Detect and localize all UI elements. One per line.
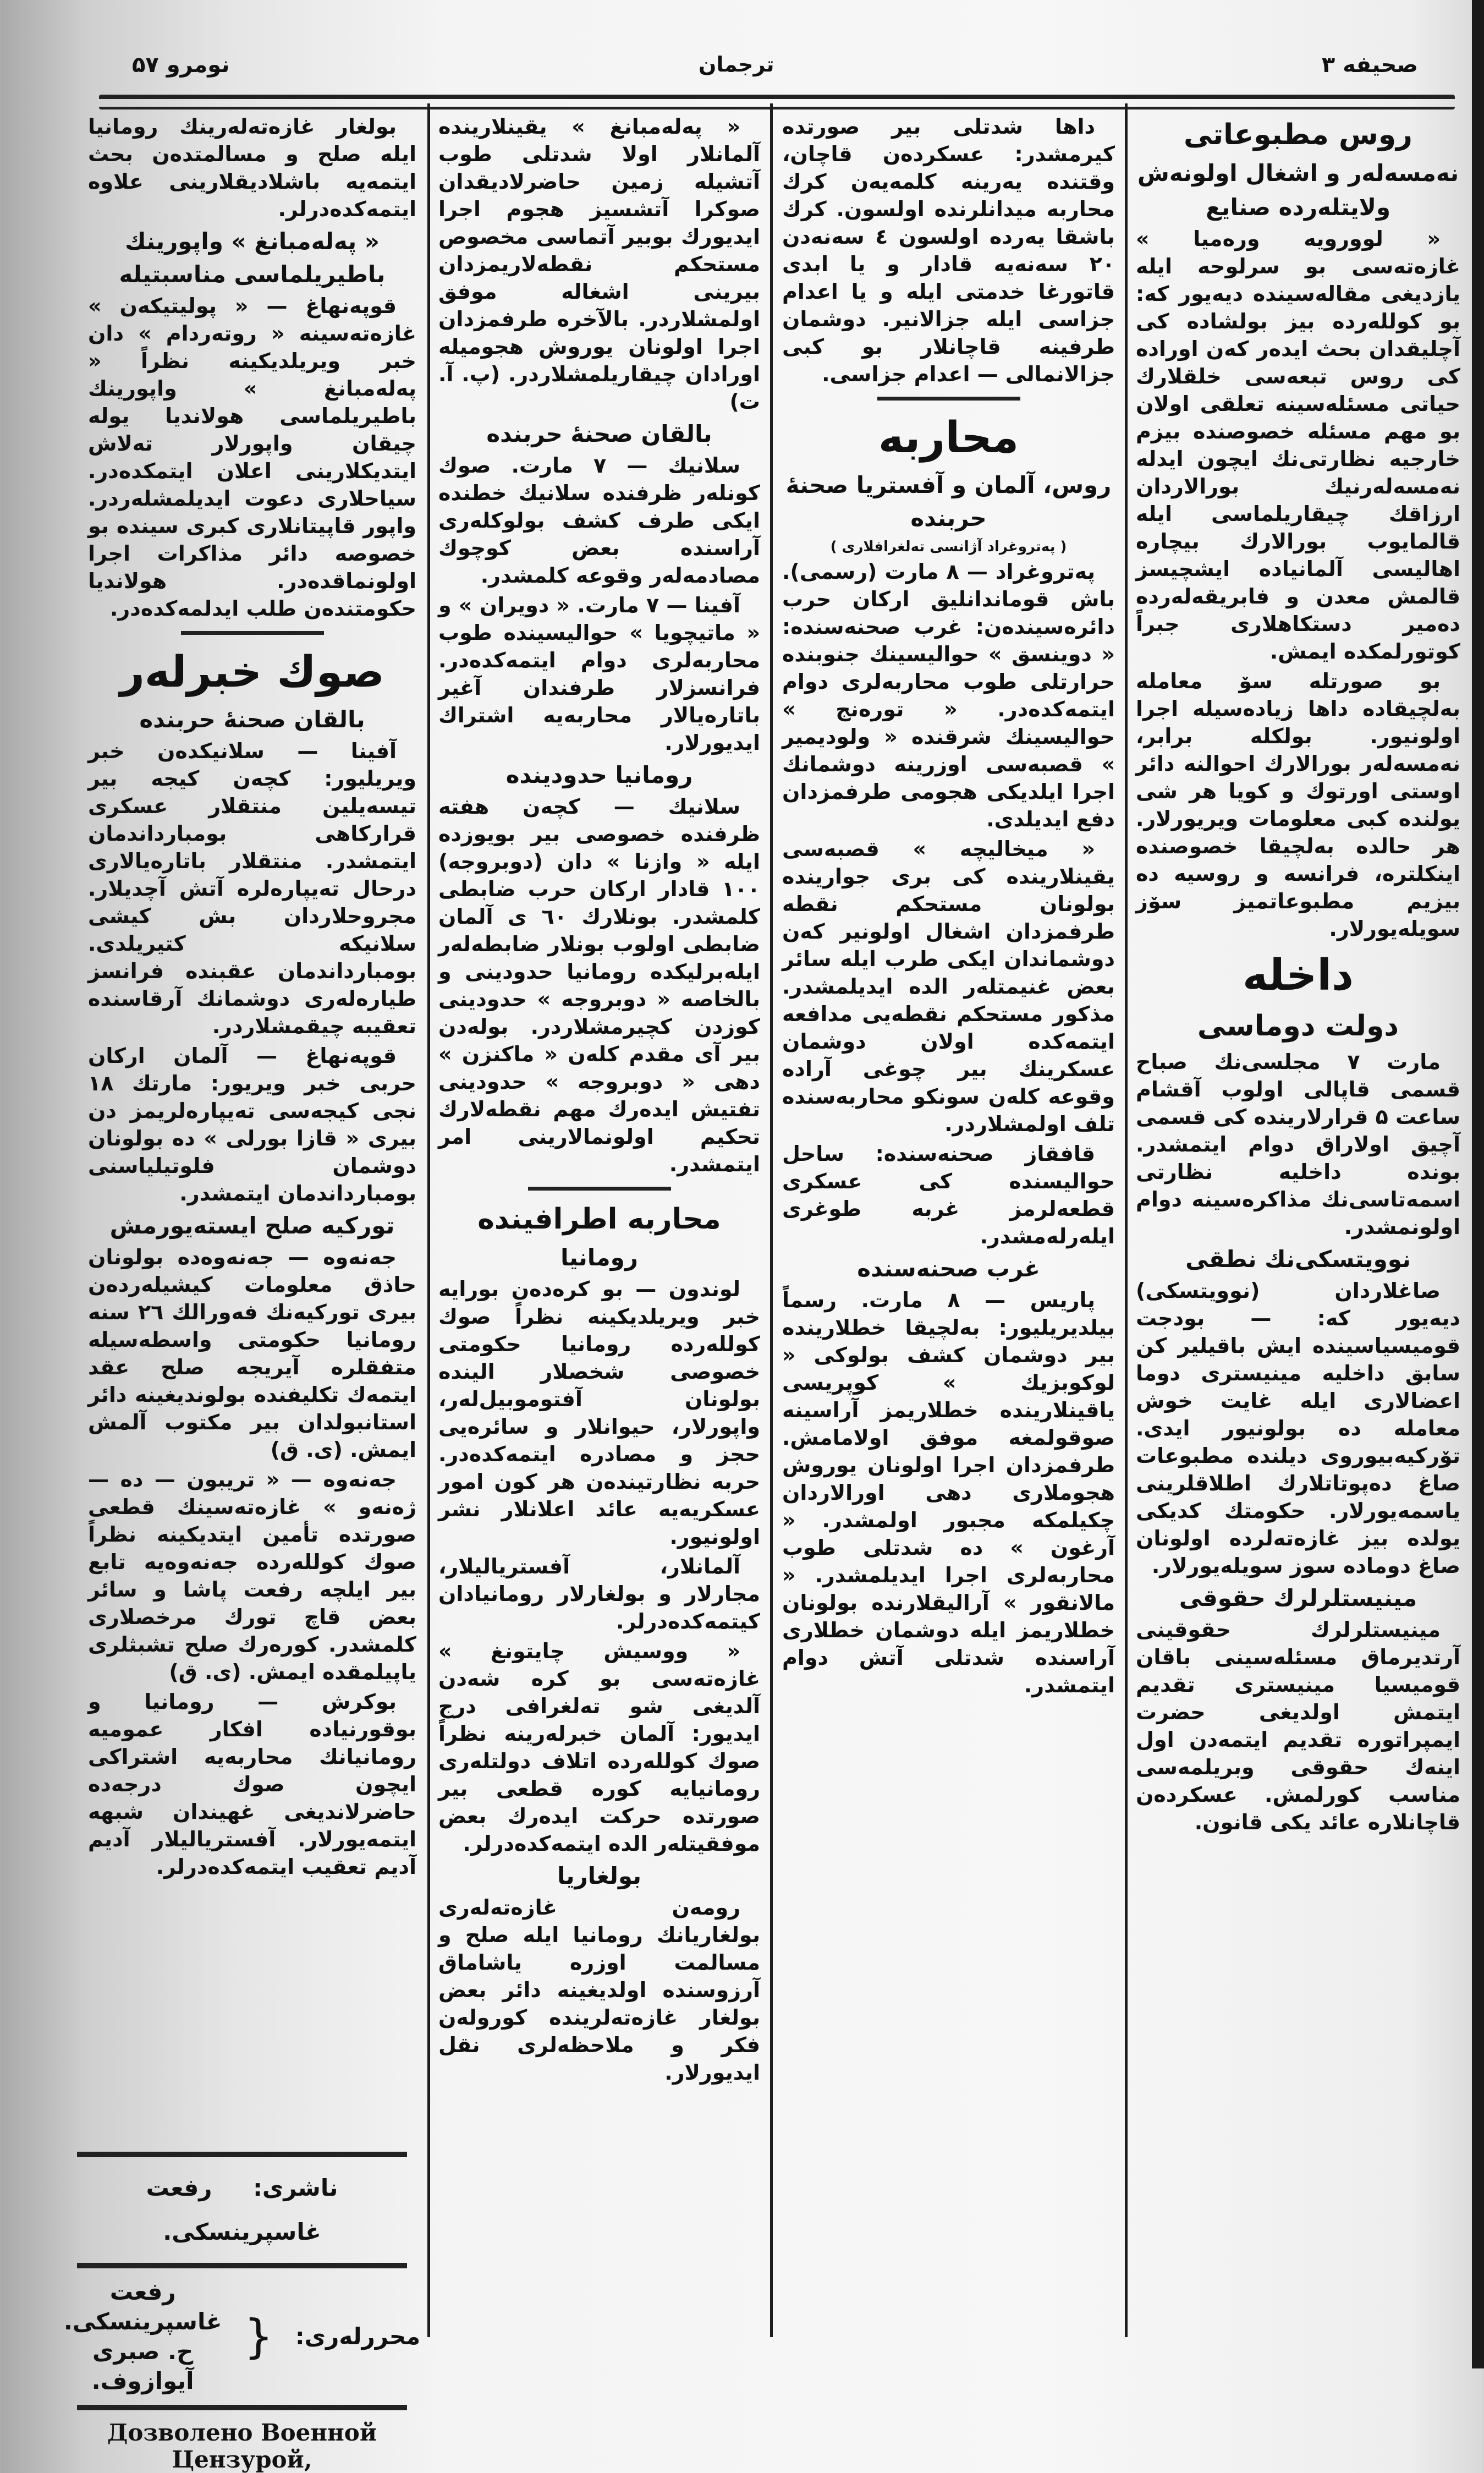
publisher-name: رفعت غاسپرینسکی. [146, 2174, 321, 2245]
column-divider [770, 103, 773, 2337]
subheading: ولایتلەردە صنایع [1205, 194, 1391, 221]
editors-label: محررلەری: [295, 2323, 421, 2350]
heading-latest-news: صوك خبرلەر [120, 648, 384, 697]
article-paragraph: « پەلەمبانغ » یقینلارینده آلمانلار اولا شدتلی طوب آتشیلە زمین حاضرلادیقدان صوکرا آتشسیز هجوم اجرا ایدیورك بوبیر آتماسی مخصوص مستحکم نقطەلاریمزدان بیرینی اشغاله موفق اولمشلاردر. بالآخره طرفمزدان اجرا اولونان یوروش هجومیله اورادان چیقاریلمشلاردر. (پ. آ. ت) [438, 114, 760, 414]
article-paragraph: سلانیك — کچەن هفته ظرفنده خصوصی بیر بویوزده ایلە « وازنا » دان (دوبروجه) ۱۰۰ قادار ارکان حرب ضابطی کلمشدر. بونلارك ٦۰ ی آلمان ضابطی اولوب بونلار ضابطەلەر ایلەبرلیکده رومانیا حدودینی و بالخاصه « دوبروجه » حدودینی کوزدن کچیرمشلاردر. بولەدن بیر آی مقدم کلەن « ماکنزن » دهی « دوبروجه » حدودینی تفتیش ایدەرك مهم نقطەلارك تحکیم اولونمالارینی امر ایتمشدر. [438, 794, 760, 1176]
subheading: بولغاریا [557, 1862, 642, 1889]
article-paragraph: آلمانلار، آفستریالیلار، مجارلار و بولغارلار رومانیادان کیتمەکدەدرلر. [438, 1554, 760, 1633]
article-paragraph: « میخالیچه » قصبەسی یقینلارینده کی بری جوارینده بولونان مستحکم نقطه طرفمزدان اشغال اولونیر کەن دوشماندان ایکی طرب ایلە سائر بعض غنیمتلەر الده ایدیلمشدر. مذکور مستحکم نقطه‌یی مدافعه ایتمەکدە اولان دوشمان عسکرینك بیر چوغی آرادە وقوعه کلەن سونکو محاربەسنده تلف اولمشلاردر. [782, 837, 1115, 1136]
article-paragraph: مینیستلرلرك حقوقینی آرتدیرماق مسئلەسینی باقان قومیسیا مینیستری تقدیم ایتمش اولدیغی حضرت ایمپراتوره تقدیم ایتمەدن اول اینەك حقوقی وبریلمەسی مناسب کورلمش. عسکرده‌ن قاچانلاره عائد یکی قانون. [1136, 1617, 1460, 1834]
article-paragraph: قافقاز صحنەسنده: ساحل حوالیسنده کی عسکری قطعەلرمز غربه طوغری ایلەرلەمشدر. [782, 1142, 1115, 1248]
article-paragraph: بوکرش — رومانیا و بوقورنیاده افکار عمومیه رومانیانك محاربەیه اشتراکی ایچون صوك درجه‌ده حاضرلاندیغی غهیندان شبهه ایتمەیورلار. آفستریالیلار آدیم آدیم تعقیب ایتمەکدەدرلر. [88, 1690, 416, 1879]
column-divider [1125, 103, 1128, 2337]
imprint [63, 2143, 421, 2473]
column-balkans [438, 113, 760, 2088]
imprint-rule [77, 2263, 407, 2268]
subheading: رومانیا حدودینده [505, 761, 693, 788]
masthead [0, 52, 1484, 96]
section-rule [877, 397, 1020, 401]
article-paragraph: بو صورتله سۆ معامله بەلچیقادە داها زیادەسیله اجرا اولونیور. بولکلە برابر، نەمسەلەر بورالارك احوالنه دائر اوستی اورتوك و کویا هر شی یولنده کبی معلومات ویریورلار. هر حالدە بەلچیقا خصوصنده اینکلتره، فرانسه و روسیه ده بیزیم مطبوعاتمیز سۆز سویلەیورلار. [1136, 669, 1460, 941]
newspaper-title: ترجمان [699, 52, 774, 76]
column-russian-press [1136, 113, 1460, 1838]
article-paragraph: جەنەوە — « تریبون — دە — ژەنەو » غازەتەسینك قطعی صورتده تأمین ایتدیکینه نظراً صوك کوللەردە جەنەوەیه تابع بیر ایلچه رفعت پاشا و سائر بعض قاچ تورك مرخصلاری کلمشدر. کورەرك صلح تشبثلری یاپیلمقده ایمش. (ی. ق) [88, 1467, 416, 1684]
editor-name: ح. صبری آیوازوف. [91, 2338, 194, 2394]
publisher-label: ناشری: [253, 2174, 338, 2201]
article-paragraph: آفینا — سلانیکدەن خبر ویریلیور: کچەن کیجه بیر تیسەیلین منتقلار عسکری قرارکاهی بومبارداندمان ایتمشدر. منتقلار باتارەیالاری درحال تەیپارەلرە آتش آچدیلار. مجروحلاردان بش کیشی سلانیکه کتیریلدی. بومبارداندمان عقبنده فرانسز طیارەلەری دوشمانك آرقاسنده تعقیبه چیقمشلاردر. [88, 739, 416, 1038]
editor-name: رفعت غاسپرینسکی. [63, 2278, 222, 2335]
subheading: مینیستلرلرك حقوقی [1179, 1584, 1417, 1611]
article-paragraph: جەنەوە — جەنەوەدە بولونان حاذق معلومات کیشیلەرده‌ن بیری تورکیه‌نك فەورالك ۲٦ سنه رومانیا حکومتی واسطەسیله متفقلره آیریجه صلح عقد ایتمەك تکلیفنده بولوندیغینه دائر استانبولدان بیر مکتوب آلمش ایمش. (ی. ق) [88, 1245, 417, 1462]
subheading: « پەلەمبانغ » واپورینك باطیریلماسی مناسبتیله [119, 228, 386, 288]
subheading: بالقان صحنهٔ حربنده [486, 420, 712, 447]
subheading: نوویتسکی‌نك نطقی [1185, 1246, 1411, 1273]
article-paragraph: صاغلاردان (نوویتسکی) دیەیور کە: — بودجت قومیسیاسینده ایش باقیلیر کن سابق داخلیه مینیستری دوما اعضالاری ایلە غایت خوش معامله ده بولونیور ایدی. تۆرکیەبیوروی دیلنده مطبوعات صاغ دەپوتاتلارك اطلاقلرینی یاسمەیورلار. حکومتك کدیکی یولده بیز غازەتەلرده اولونان صاغ دوماده سوز سویلەیورلار. [1136, 1279, 1460, 1578]
article-paragraph: لوندون — بو کرەدەن بورایه خبر ویریلدیکینه نظراً صوك کوللەردە رومانیا حکومتی خصوصی شخصلار الینده بولونان آفتوموبیل‌لەر، واپورلار، حیوانلار و سائرەیی حجز و مصادرە ایتمەکدەدر. حربه نظارتیندەن هر کون امور عسکریەیه عائد اعلانلار نشر اولونیور. [438, 1277, 760, 1549]
subheading: روس، آلمان و آفستریا صحنهٔ حربنده [785, 471, 1112, 531]
page-number: صحیفه ۳ [1321, 52, 1418, 78]
article-paragraph: پەتروغراد — ۸ مارت (رسمی). باش قوماندانلیق ارکان حرب دائرەسینده‌ن: غرب صحنەسنده: « دوینسق » حوالیسینك جنوبنده حرارتلی طوب محاربەلری دوام ایتمەکدەدر. « تورەنج » حوالیسینك شرقنده « ولودیمیر » قصبەسی اوزرینه دوشمانك اجرا ایلدیکی هجومی طرفمزدان دفع ایدیلدی. [782, 560, 1115, 831]
imprint-rule [77, 2405, 407, 2410]
subheading-state-duma: دولت دوماسی [1197, 1010, 1399, 1043]
article-paragraph: « ووسیش چایتونغ » غازەتەسی بو کرە شەدن آلدیغی شو تەلغرافی درج ایدیور: آلمان خبرلەرینه نظراً صوك کوللەردە اتلاف دولتلەری رومانیایه کوره قطعی بیر صورتده حرکت ایدەرك بعض موفقیتلەر الده ایتمەکدەدرلر. [438, 1639, 760, 1856]
article-paragraph: رومەن غازەتەلەری بولغاریانك رومانیا ایلە صلح و مسالمت اوزرە یاشاماق آرزوسنده اولدیغینه دائر بعض بولغار غازەتەلرینده کورولەن فکر و ملاحظەلری نقل ایدیورلار. [438, 1895, 760, 2085]
article-paragraph: آفینا — ۷ مارت. « دویران » و « ماتیچویا » حوالیسینده طوب محاربەلری دوام ایتمەکدەدر. فرانسزلار طرفندان آغیر باتارەیالار محاربەیه اشتراك ایدیورلار. [438, 593, 760, 755]
column-divider [427, 103, 430, 2337]
heading-domestic: داخله [1242, 951, 1354, 1000]
article-paragraph: سلانیك — ۷ مارت. صوك کونلەر ظرفنده سلانیك خطنده ایکی طرف کشف بولوکلەری آراسنده بعض کوچوك مصادمەلەر وقوعه کلمشدر. [438, 453, 760, 588]
article-paragraph: مارت ۷ مجلسی‌نك صباح قسمی قاپالی اولوب آقشام ساعت ۵ قرارلارینده کی قسمی آچیق اولاراق دوام ایتمشدر. بونده داخلیه نظارتی اسمەتاسی‌نك مذاکرەسینه دوام اولونمشدر. [1136, 1050, 1460, 1239]
heading-around-war: محاربه اطرافینده [477, 1203, 721, 1236]
section-rule [181, 631, 324, 635]
article-paragraph: داها شدتلی بیر صورتده کیرمشدر: عسکردەن قاچان، وقتنده یەرینه کلمەیەن کرك محاربه میدانلرنده اولسون. کرك باشقا یەرده اولسون ٤ سەنەدن ۲۰ سەنەیه قادار و یا ابدی قاتورغا خدمتی ایلە و یا اعدام جزاسی ایلە جزالانیر. دوشمان طرفینه قاچانلار بو کبی جزالانمالی — اعدام جزاسی. [782, 114, 1115, 386]
article-paragraph: قوپەنهاغ — « پولیتیکەن » غازەتەسینه « روتەردام » دان خبر ویریلدیکینه نظراً « پەلەمبانغ » واپورینك باطیریلماسی هولاندیا یولە چیقان واپورلار تەلاش ایتدیکلارینی اعلان ایتمکده‌در. سیاحلاری دعوت ایدیلمشلەردر. واپور قاپیتانلاری کبری سینده بو خصوصه دائر مذاکرات اجرا اولونماقدەدر. هولاندیا حکومتندەن طلب ایدلمەکده‌در. [88, 294, 416, 621]
article-paragraph: قوپەنهاغ — آلمان ارکان حربی خبر ویریور: مارتك ۱۸ نجی کیجەسی تەیپارەلریمز دن بیری « قازا بورلی » ده بولونان دوشمان فلوتیلیاسنی بومبارداندمان ایتمشدر. [88, 1044, 416, 1205]
censorship-note: Дозволено Военной Цензурой, [107, 2419, 377, 2473]
subheading: تورکیه صلح ایستەیورمش [109, 1212, 395, 1239]
article-paragraph: بولغار غازەتەلەرینك رومانیا ایلە صلح و مسالمتدەن بحث ایتمەیه باشلادیقلارینی علاوه ایتمەکدەدرلر. [88, 114, 416, 221]
subheading: بالقان صحنهٔ حربنده [139, 706, 365, 733]
heading-war: محاربه [878, 413, 1019, 463]
subheading: نەمسەلەر و اشغال اولونەش [1137, 160, 1459, 187]
subheading: غرب صحنەسنده [857, 1255, 1040, 1282]
subheading: رومانیا [560, 1244, 638, 1271]
header-rule [99, 95, 1455, 109]
source-note: ( پەتروغراد آژانسی تەلغرافلاری ) [830, 539, 1067, 555]
column-latest-news [88, 113, 416, 1883]
imprint-rule [77, 2152, 407, 2157]
page-edge [1472, 0, 1484, 2368]
issue-number: نومرو ۵۷ [132, 52, 230, 78]
article-paragraph: پاریس — ۸ مارت. رسماً بیلدیریلیور: بەلچیقا خطلارینده بیر دوشمان کشف بولوکی « لوکوبزیك » کوپریسی یاقینلارینده خطلاریمز آراسینه صوقولمغه موفق اولامامش. طرفمزدان اجرا اولونان یوروش هجوملاری دهی اورالاردان چکیلمکه مجبور اولمشدر. « آرغون » ده شدتلی طوب محاربەلری اجرا ایدیلمشدر. « مالانقور » آرالیقلارنده بولونان خطلاریمز ایلە دوشمان خطلاری آراسنده شدتلی آتش دوام ایتمشدر. [782, 1288, 1115, 1697]
section-rule [528, 1187, 671, 1191]
heading-russian-press: روس مطبوعاتی [1184, 118, 1412, 151]
column-war [782, 113, 1115, 1701]
brace: { [244, 2310, 273, 2364]
article-paragraph: « لوورویە ورەمیا » غازەتەسی بو سرلوحه ایلە یازدیغی مقالەسینده دیەیور کە: بو کوللەردە بیز بولشادە کی آچلیقدان بحث ایدەر کەن اوراده کی روس تبعەسی خلقلارك حیاتی مسئلەسینه تعلقی اولان بو مهم مسئلە خصوصنده بیزم خارجیه نظارتی‌نك ایچون ایدلە نەمسەلەرنیك بورالاردان ارزاقك چیقاریلماسی ایلە قالمایوب بورالارك بیچارە اهالیسی آلمانیادە ایشچیسز قالمش معدن و فابریقەلەرده دەمیر دستکاهلاری جبراً کوتورلمکدە ایمش. [1136, 227, 1460, 664]
